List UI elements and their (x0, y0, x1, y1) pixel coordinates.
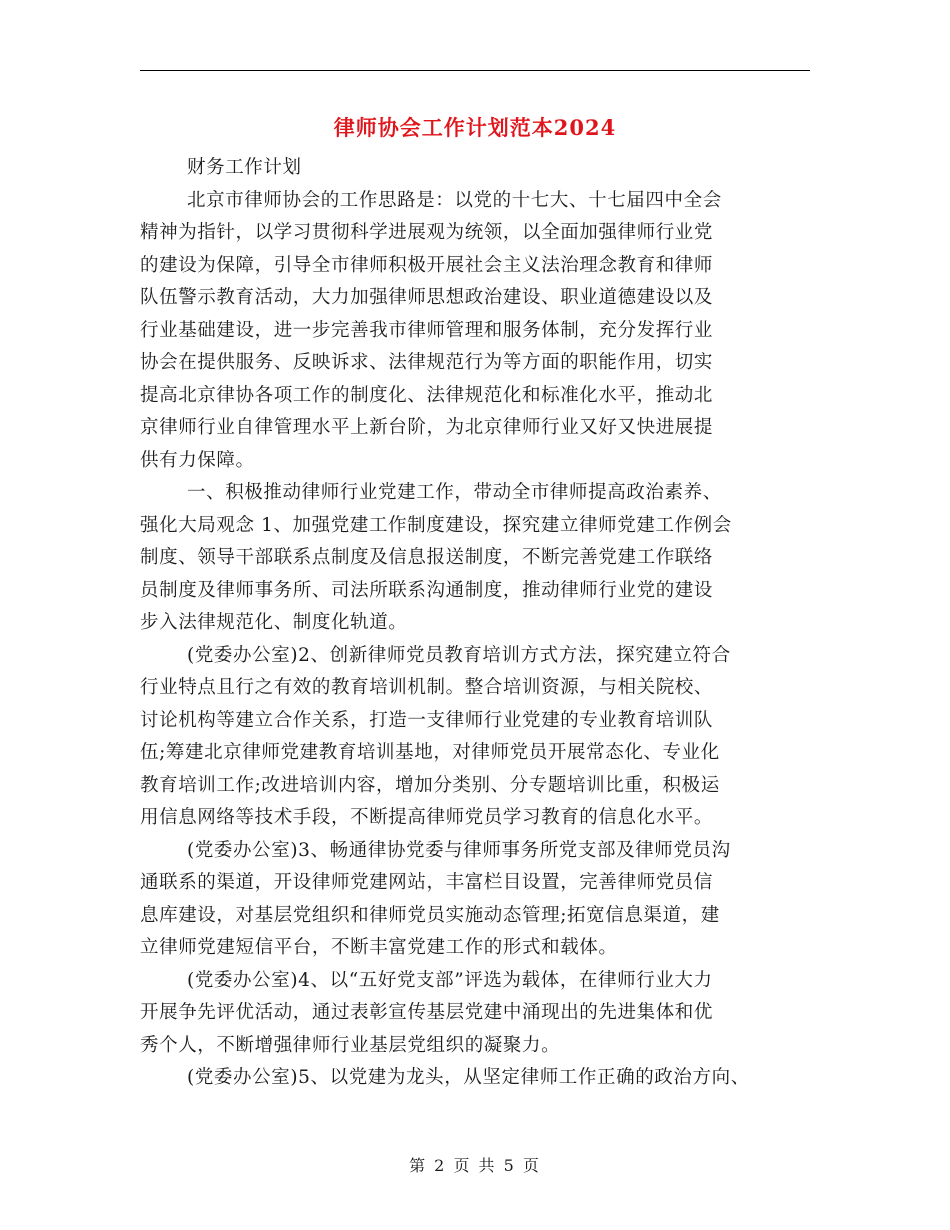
text-line: 财务工作计划 (187, 157, 302, 178)
text-line: (党委办公室)3、畅通律协党委与律师事务所党支部及律师党员沟 (187, 839, 731, 861)
text-line: 协会在提供服务、反映诉求、法律规范行为等方面的职能作用，切实 (140, 352, 714, 373)
document-title: 律师协会工作计划范本2024 (333, 115, 617, 140)
text-line: 一、积极推动律师行业党建工作，带动全市律师提高政治素养、 (187, 482, 722, 503)
text-line: 息库建设，对基层党组织和律师党员实施动态管理;拓宽信息渠道，建 (140, 904, 720, 926)
text-line: (党委办公室)2、创新律师党员教育培训方式方法，探究建立符合 (187, 644, 731, 666)
text-line: 步入法律规范化、制度化轨道。 (140, 612, 408, 633)
text-line: 伍;筹建北京律师党建教育培训基地，对律师党员开展常态化、专业化 (140, 742, 720, 763)
text-line: 队伍警示教育活动，大力加强律师思想政治建设、职业道德建设以及 (140, 287, 714, 308)
text-line: 用信息网络等技术手段，不断提高律师党员学习教育的信息化水平。 (140, 807, 714, 828)
text-line: 制度、领导干部联系点制度及信息报送制度，不断完善党建工作联络 (140, 547, 714, 568)
text-line: 北京市律师协会的工作思路是：以党的十七大、十七届四中全会 (187, 189, 722, 211)
text-line: 京律师行业自律管理水平上新台阶，为北京律师行业又好又快进展提 (140, 417, 714, 438)
text-line: 开展争先评优活动，通过表彰宣传基层党建中涌现出的先进集体和优 (140, 1002, 714, 1023)
text-line: 的建设为保障，引导全市律师积极开展社会主义法治理念教育和律师 (140, 254, 714, 276)
text-line: 教育培训工作;改进培训内容，增加分类别、分专题培训比重，积极运 (140, 774, 720, 796)
page-footer: 第 2 页 共 5 页 (409, 1156, 541, 1175)
text-line: 提高北京律协各项工作的制度化、法律规范化和标准化水平，推动北 (140, 384, 714, 406)
text-line: 秀个人，不断增强律师行业基层党组织的凝聚力。 (140, 1034, 561, 1056)
text-line: 立律师党建短信平台，不断丰富党建工作的形式和载体。 (140, 937, 618, 958)
text-line: 行业特点且行之有效的教育培训机制。整合培训资源，与相关院校、 (140, 677, 714, 698)
text-line: 通联系的渠道，开设律师党建网站，丰富栏目设置，完善律师党员信 (140, 872, 714, 893)
text-line: 供有力保障。 (140, 449, 255, 471)
text-line: 强化大局观念 1、加强党建工作制度建设，探究建立律师党建工作例会 (140, 514, 732, 536)
document-body (140, 152, 812, 1095)
text-line: 讨论机构等建立合作关系，打造一支律师行业党建的专业教育培训队 (140, 709, 714, 731)
header-rule (140, 70, 810, 71)
text-line: 员制度及律师事务所、司法所联系沟通制度，推动律师行业党的建设 (140, 579, 714, 601)
text-line: (党委办公室)5、以党建为龙头，从坚定律师工作正确的政治方向、 (187, 1067, 750, 1088)
text-line: (党委办公室)4、以“五好党支部”评选为载体，在律师行业大力 (187, 969, 713, 991)
text-line: 精神为指针，以学习贯彻科学进展观为统领，以全面加强律师行业党 (140, 222, 714, 243)
text-line: 行业基础建设，进一步完善我市律师管理和服务体制，充分发挥行业 (140, 319, 714, 341)
